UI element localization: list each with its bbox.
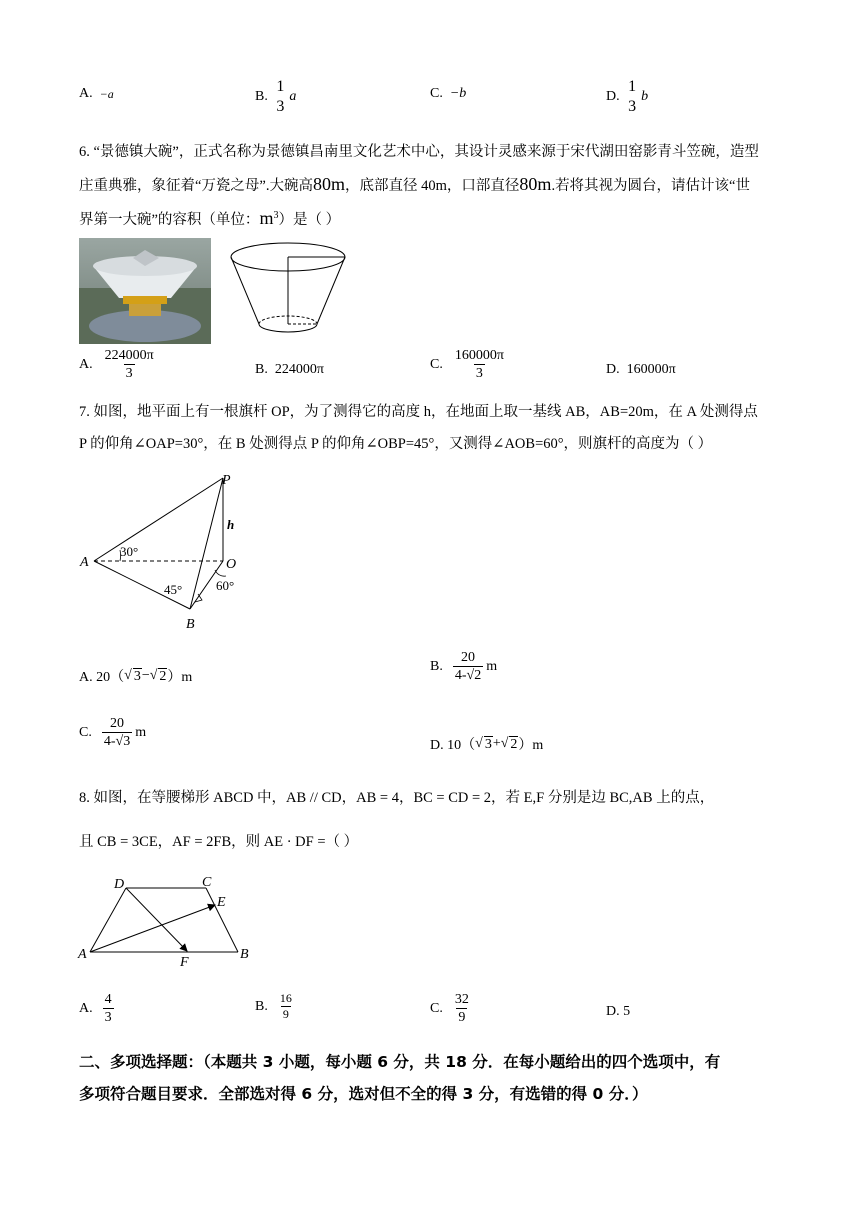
label-f: F <box>180 955 189 968</box>
q6-stem-line3: 界第一大碗”的容积（单位：$m^3$）是（ ） <box>79 207 341 228</box>
q7-option-d: D. 10（ √ 3 + √ 2 ）m <box>430 736 544 753</box>
q7-stem-line1: 7. 如图，地平面上有一根旗杆 OP，为了测得它的高度 h，在地面上取一基线 AB，AB=20m，在 A 处测得点 <box>79 404 758 420</box>
label-e: E <box>217 895 226 910</box>
q6-option-a: A. $\frac{224000\pi}{3}$ <box>79 348 154 382</box>
trapezoid-figure <box>76 872 256 968</box>
q5-option-b: B. 1 3 a <box>255 78 297 115</box>
q8-option-a: A. $\frac{4}{3}$ <box>79 992 112 1026</box>
label-a8: A <box>78 947 87 962</box>
q5-option-d: D. 1 3 b <box>606 78 649 115</box>
angle-45: 45° <box>164 582 183 597</box>
q5-option-a: A. −a <box>79 86 114 101</box>
angle-60: 60° <box>216 578 235 593</box>
label-p: P <box>222 473 231 488</box>
q7-option-b: B. $\frac{20}{4-√2}$ m <box>430 650 498 684</box>
section2-heading-line1: 二、多项选择题：（本题共 3 小题，每小题 6 分，共 18 分．在每小题给出的四个选项中，有 <box>79 1053 721 1071</box>
q6-stem-line1: 6. “景德镇大碗”，正式名称为景德镇昌南里文化艺术中心，其设计灵感来源于宋代湖田窑影青斗笠碗，造型 <box>79 144 759 160</box>
q8-stem-line1: 8. 如图，在等腰梯形 ABCD 中，AB // CD，AB = 4，BC = CD = 2，若 E,F 分别是边 BC,AB 上的点， <box>79 790 715 806</box>
label-a: A <box>80 555 89 570</box>
q5-option-c: C. −b <box>430 86 467 101</box>
label-h: h <box>227 517 235 532</box>
frustum-figure <box>226 240 350 336</box>
q8-stem-line2: 且 CB = 3CE，AF = 2FB，则 AE · DF =（ ） <box>79 834 359 850</box>
q7-option-c: C. $\frac{20}{4-√3}$ m <box>79 716 147 750</box>
label-b: B <box>186 617 195 632</box>
section2-heading-line2: 多项符合题目要求．全部选对得 6 分，选对但不全的得 3 分，有选错的得 0 分．） <box>79 1085 648 1103</box>
label-d: D <box>114 877 125 892</box>
q6-option-c: C. $\frac{160000\pi}{3}$ <box>430 348 504 382</box>
q6-stem-line2: 庄重典雅，象征着“万瓷之母”.大碗高80m，底部直径 40m，口部直径80m.若将其视为圆台，请估计该“世 <box>79 174 750 194</box>
q8-option-d: D. 5 <box>606 1004 631 1019</box>
q7-option-a: A. 20（ √ 3 − √ 2 ）m <box>79 668 193 685</box>
q8-option-b: B. $\frac{16}{9}$ <box>255 991 292 1022</box>
flagpole-figure <box>76 466 256 636</box>
q6-option-b: B. 224000π <box>255 362 324 377</box>
q8-option-c: C. $\frac{32}{9}$ <box>430 992 469 1026</box>
label-b8: B <box>240 947 249 962</box>
q7-stem-line2: P 的仰角∠OAP=30°，在 B 处测得点 P 的仰角∠OBP=45°，又测得∠AOB=60°，则旗杆的高度为（ ） <box>79 436 713 452</box>
angle-30: 30° <box>120 544 139 559</box>
bowl-photo <box>79 238 211 344</box>
label-o: O <box>226 557 237 572</box>
q6-option-d: D. 160000π <box>606 362 676 377</box>
label-c: C <box>202 875 212 890</box>
